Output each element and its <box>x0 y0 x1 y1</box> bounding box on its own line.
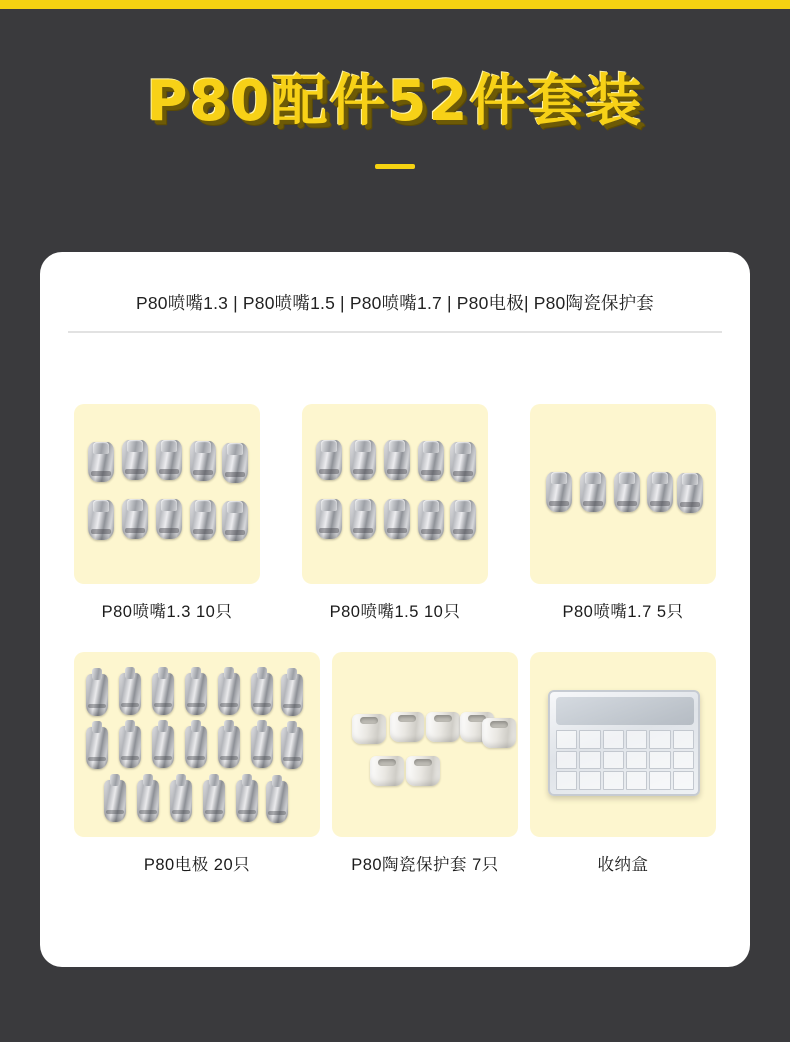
product-caption: P80陶瓷保护套 7只 <box>351 856 499 874</box>
product-detail-page <box>0 9 790 1042</box>
product-card <box>40 252 750 967</box>
product-caption: P80喷嘴1.5 10只 <box>329 603 461 621</box>
product-photo-nozzle-17 <box>530 404 716 584</box>
storage-box-graphic <box>548 690 700 796</box>
product-photo-storage-box <box>530 652 716 837</box>
spec-summary-line: P80喷嘴1.3 | P80喷嘴1.5 | P80喷嘴1.7 | P80电极| P80陶瓷保护套 <box>68 290 722 333</box>
product-item-nozzle-13 <box>74 404 260 622</box>
product-photo-nozzle-15 <box>302 404 488 584</box>
title-underline <box>375 164 415 169</box>
product-item-storage-box <box>530 652 716 875</box>
product-caption: P80电极 20只 <box>143 856 251 874</box>
product-photo-ceramic-shield <box>332 652 518 837</box>
product-caption: 收纳盒 <box>597 856 649 874</box>
product-caption: P80喷嘴1.3 10只 <box>101 603 233 621</box>
product-item-electrode <box>74 652 320 875</box>
product-photo-electrode <box>74 652 320 837</box>
product-item-nozzle-15 <box>302 404 488 622</box>
product-item-ceramic-shield <box>332 652 518 875</box>
product-grid-row-1 <box>74 404 716 622</box>
product-caption: P80喷嘴1.7 5只 <box>562 603 684 621</box>
title-section <box>0 9 790 169</box>
page-title: P80配件52件套装 <box>146 69 644 134</box>
product-photo-nozzle-13 <box>74 404 260 584</box>
product-grid-row-2 <box>74 652 716 875</box>
top-accent-bar <box>0 0 790 9</box>
product-item-nozzle-17 <box>530 404 716 622</box>
